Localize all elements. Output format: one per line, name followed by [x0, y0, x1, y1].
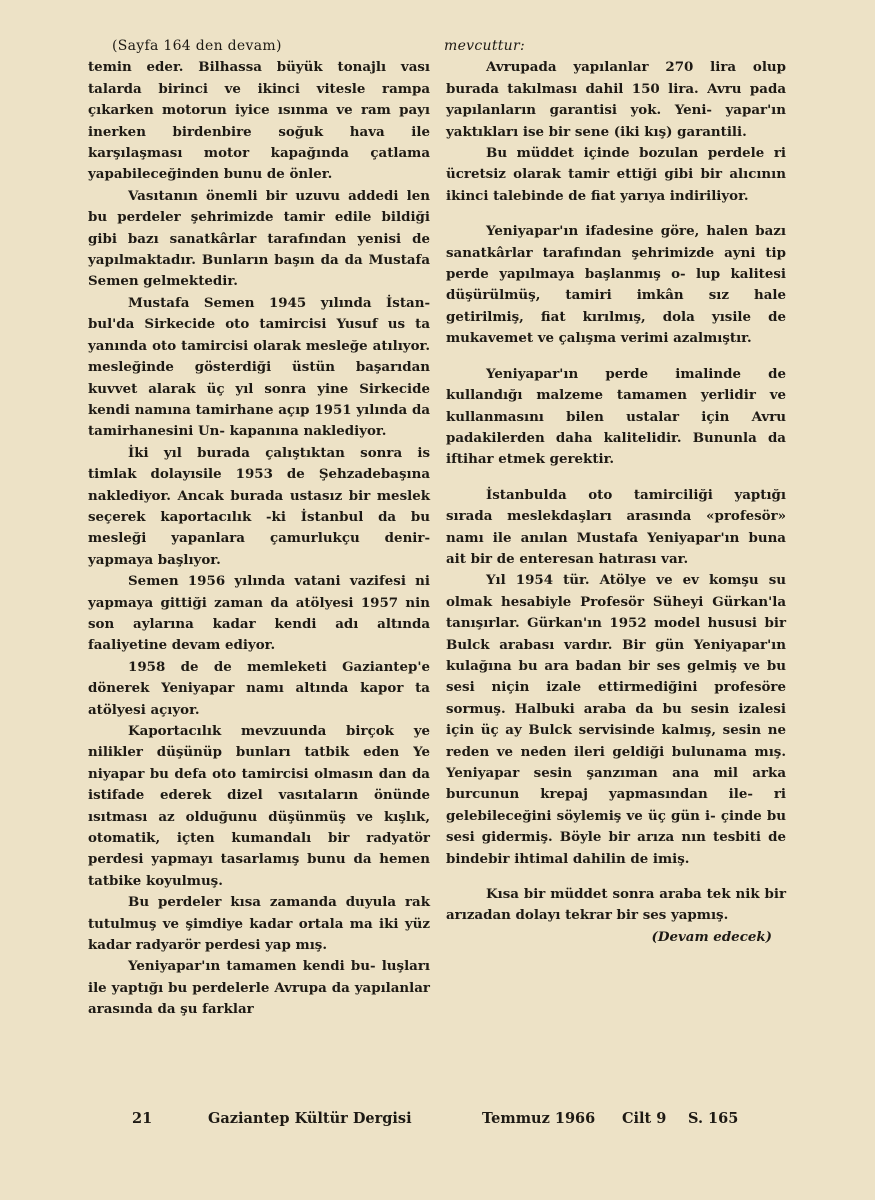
- paragraph: Yeniyapar'ın tamamen kendi bu- luşları ile yaptığı bu perdelerle Avrupa da yapılanlar arasında da şu farklar: [88, 958, 430, 1018]
- paragraph: Vasıtanın önemli bir uzuvu addedi len bu perdeler şehrimizde tamir edile bildiği gibi bazı sanatkârlar tarafından yenisi de yapılmaktadır. Bunların başın da da Mustafa Semen gelmektedir.: [88, 187, 430, 290]
- continued-from-note: (Sayfa 164 den devam): [112, 38, 282, 54]
- paragraph: İstanbulda oto tamirciliği yaptığı sırada meslekdaşları arasında «profesör» namı ile anılan Mustafa Yeniyapar'ın buna ait bir de enteresan hatırası var.: [446, 486, 786, 567]
- page-number: 21: [132, 1110, 153, 1127]
- paragraph: Yeniyapar'ın ifadesine göre, halen bazı sanatkârlar tarafından şehrimizde ayni tip perde yapılmaya başlanmış o- lup kalitesi düşürülmüş, tamiri imkân sız hale getirilmiş, fiat kırılmış, dola yısile de mukavemet ve çalışma verimi azalmıştır.: [446, 223, 786, 347]
- paragraph: Kaportacılık mevzuunda birçok ye nilikler düşünüp bunları tatbik eden Ye niyapar bu defa oto tamircisi olmasın dan da istifade ederek dizel vasıtaların önünde ısıtması az olduğunu düşünmüş ve kışlık, otomatik, içten kumandalı bir radyatör perdesi yapmayı tasarlamış bunu da hemen tatbike koyulmuş.: [88, 723, 430, 889]
- page-footer: [0, 1110, 875, 1134]
- paragraph: Bu perdeler kısa zamanda duyula rak tutulmuş ve şimdiye kadar ortala ma iki yüz kadar radyarör perdesi yap mış.: [88, 894, 430, 954]
- paragraph: Bu müddet içinde bozulan perdele ri ücretsiz olarak tamir ettiği gibi bir alıcının ikinci talebinde de fiat yarıya indiriliyor.: [446, 145, 786, 204]
- next-page-ref: S. 165: [688, 1110, 739, 1127]
- paragraph-continuation: mevcuttur:: [444, 38, 526, 54]
- paragraph: Kısa bir müddet sonra araba tek nik bir arızadan dolayı tekrar bir ses yapmış.: [446, 886, 786, 924]
- paragraph: Avrupada yapılanlar 270 lira olup burada takılması dahil 150 lira. Avru pada yapılanların garantisi yok. Yeni- yapar'ın yaktıkları ise bir sene (iki kış) garantili.: [446, 59, 786, 140]
- paragraph: Yeniyapar'ın perde imalinde de kullandığı malzeme tamamen yerlidir ve kullanmasını bilen ustalar için Avru padakilerden daha kalitelidir. Bununla da iftihar etmek gerektir.: [446, 365, 786, 468]
- paragraph: Semen 1956 yılında vatani vazifesi ni yapmaya gittiği zaman da atölyesi 1957 nin son aylarına kadar kendi adı altında faaliyetine devam ediyor.: [88, 573, 430, 654]
- paragraph: Mustafa Semen 1945 yılında İstan- bul'da Sirkecide oto tamircisi Yusuf us ta yanında oto tamircisi olarak mesleğe atılıyor. mesleğinde gösterdiği üstün başarıdan kuvvet alarak üç yıl sonra yine Sirkecide kendi namına tamirhane açıp 1951 yılında da tamirhanesini Un- kapanına naklediyor.: [88, 294, 430, 440]
- paragraph: temin eder. Bilhassa büyük tonajlı vası talarda birinci ve ikinci vitesle rampa çıkarken motorun iyice ısınma ve ram payı inerken birdenbire soğuk hava ile karşılaşması motor kapağında çatlama yapabileceğinden bunu de önler.: [88, 59, 430, 183]
- journal-name: Gaziantep Kültür Dergisi: [208, 1110, 412, 1127]
- to-be-continued-note: (Devam edecek): [651, 928, 772, 945]
- paragraph: 1958 de de memleketi Gaziantep'e dönerek Yeniyapar namı altında kapor ta atölyesi açıyor.: [88, 658, 430, 718]
- paragraph: İki yıl burada çalıştıktan sonra is timlak dolayısile 1953 de Şehzadebaşına naklediyor. Ancak burada ustasız bir meslek seçerek kaportacılık -ki İstanbul da bu mesleği yapanlara çamurlukçu denir- yapmaya başlıyor.: [88, 444, 430, 568]
- left-column: [88, 36, 430, 1021]
- paragraph: Yıl 1954 tür. Atölye ve ev komşu su olmak hesabiyle Profesör Süheyi Gürkan'la tanışırlar. Gürkan'ın 1952 model hususi bir Bulck arabası vardır. Bir gün Yeniyapar'ın kulağına bu ara badan bir ses gelmiş ve bu sesi niçin izale ettirmediğini profesöre sormuş. Halbuki araba da bu sesin izalesi için üç ay Bulck servisinde kalmış, sesin ne reden ve neden ileri geldiği bulunama mış. Yeniyapar sesin şanzıman ana mil arka burcunun krepaj yapmasından ile- ri gelebileceğini söylemiş ve üç gün i- çinde bu sesi gidermiş. Böyle bir arıza nın tesbiti de bindebir ihtimal dahilin de imiş.: [446, 572, 786, 867]
- right-column: [446, 36, 786, 948]
- volume: Cilt 9: [622, 1110, 667, 1127]
- issue-date: Temmuz 1966: [482, 1110, 596, 1127]
